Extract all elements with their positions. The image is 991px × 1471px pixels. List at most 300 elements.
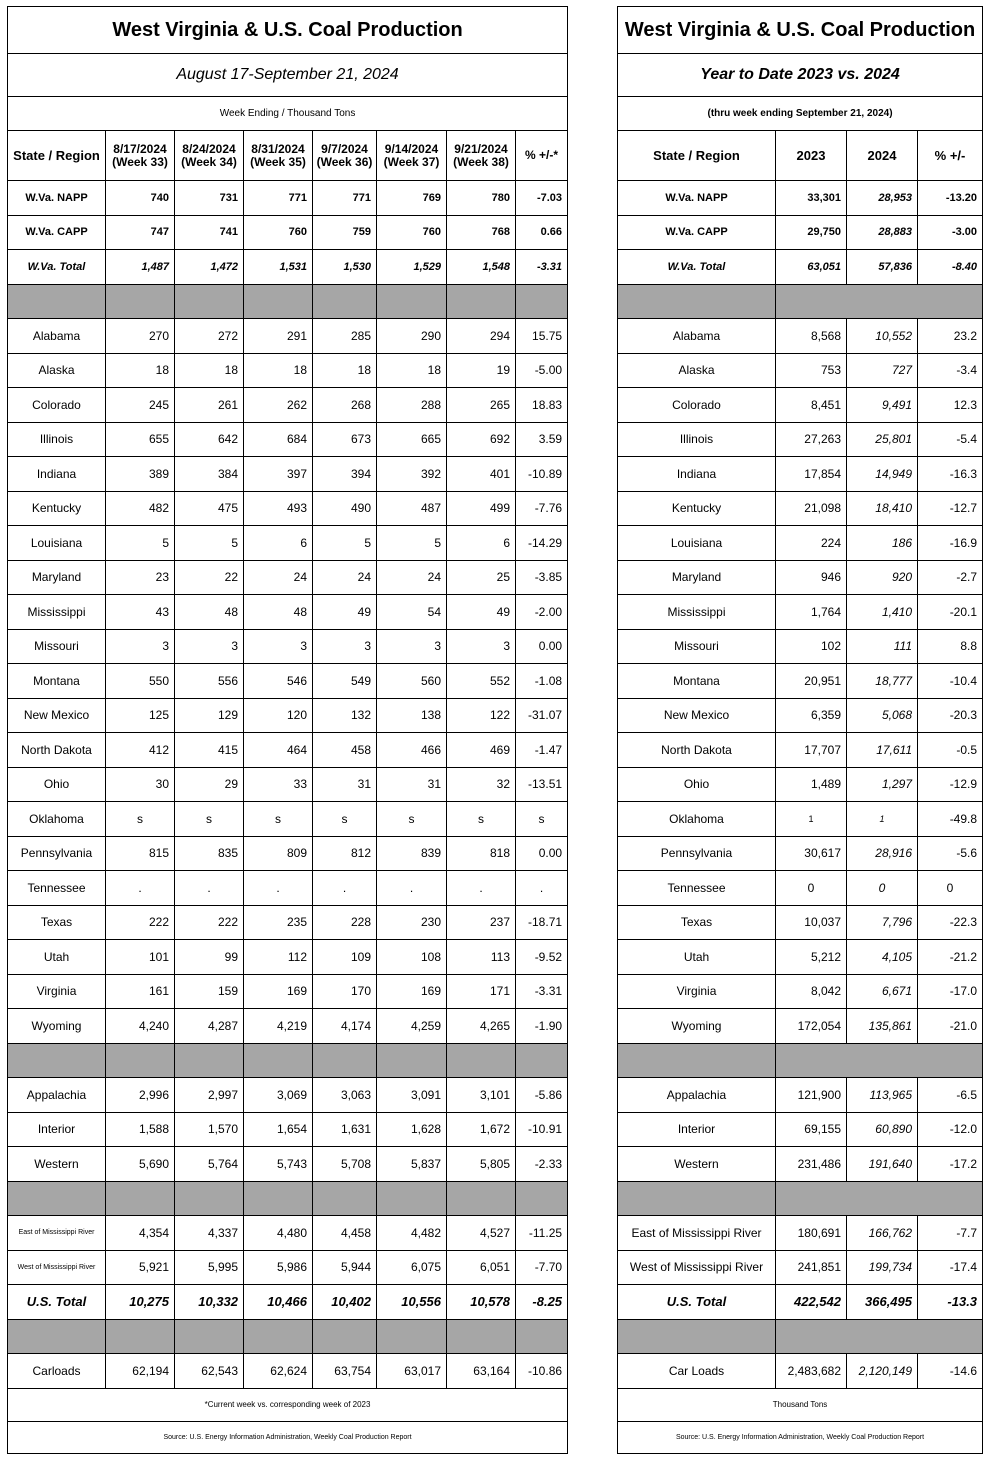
row-label: Illinois	[618, 422, 776, 457]
value-cell: 469	[447, 733, 516, 768]
data-row-pennsylvania	[8, 836, 568, 871]
value-cell: 5,764	[175, 1147, 244, 1182]
column-header	[313, 131, 377, 181]
separator-cell	[377, 1319, 447, 1354]
value-cell: 458	[313, 733, 377, 768]
separator-cell	[618, 1181, 776, 1216]
value-cell: 946	[776, 560, 847, 595]
value-cell: 29	[175, 767, 244, 802]
value-cell: 101	[106, 940, 175, 975]
value-cell: 1,628	[377, 1112, 447, 1147]
value-cell: 241,851	[776, 1250, 847, 1285]
separator-cell	[377, 1181, 447, 1216]
value-cell: 490	[313, 491, 377, 526]
value-cell: 3	[313, 629, 377, 664]
value-cell: 812	[313, 836, 377, 871]
separator-cell	[516, 284, 568, 319]
value-cell: 222	[175, 905, 244, 940]
row-label: Carloads	[8, 1354, 106, 1389]
data-row-utah	[618, 940, 983, 975]
value-cell: 10,556	[377, 1285, 447, 1320]
separator-cell	[244, 1319, 313, 1354]
value-cell: 25	[447, 560, 516, 595]
value-cell: -10.89	[516, 457, 568, 492]
value-cell: -9.52	[516, 940, 568, 975]
value-cell: 108	[377, 940, 447, 975]
value-cell: 747	[106, 215, 175, 250]
column-header-line-2: (Week 33)	[112, 154, 168, 169]
value-cell: 6	[244, 526, 313, 561]
row-label: Tennessee	[618, 871, 776, 906]
value-cell: -1.90	[516, 1009, 568, 1044]
value-cell: 191,640	[847, 1147, 918, 1182]
value-cell: 546	[244, 664, 313, 699]
table-subtitle: Year to Date 2023 vs. 2024	[618, 54, 983, 97]
value-cell: -1.47	[516, 733, 568, 768]
value-cell: 31	[377, 767, 447, 802]
data-row-w-va-capp	[8, 215, 568, 250]
row-label: Wyoming	[618, 1009, 776, 1044]
separator-row	[618, 1319, 983, 1354]
value-cell: 493	[244, 491, 313, 526]
column-header: % +/-	[918, 131, 983, 181]
value-cell: 759	[313, 215, 377, 250]
value-cell: 4,219	[244, 1009, 313, 1044]
value-cell: 4,240	[106, 1009, 175, 1044]
value-cell: 8,451	[776, 388, 847, 423]
value-cell: 18	[313, 353, 377, 388]
value-cell: 771	[313, 181, 377, 216]
separator-cell	[8, 1319, 106, 1354]
row-label: Interior	[8, 1112, 106, 1147]
separator-cell	[618, 1319, 776, 1354]
value-cell: -14.29	[516, 526, 568, 561]
value-cell: 5,690	[106, 1147, 175, 1182]
column-header-line-2: (Week 38)	[453, 154, 509, 169]
value-cell: .	[175, 871, 244, 906]
data-row-texas	[8, 905, 568, 940]
value-cell: 1,672	[447, 1112, 516, 1147]
value-cell: 285	[313, 319, 377, 354]
data-row-west-of-mississippi-river	[8, 1250, 568, 1285]
column-header	[106, 131, 175, 181]
value-cell: 3	[447, 629, 516, 664]
value-cell: 389	[106, 457, 175, 492]
value-cell: 270	[106, 319, 175, 354]
data-row-u-s-total	[618, 1285, 983, 1320]
column-header-line-1: 8/31/2024	[251, 141, 305, 156]
separator-cell	[377, 1043, 447, 1078]
column-header-line-1: 9/21/2024	[454, 141, 508, 156]
row-label: Louisiana	[8, 526, 106, 561]
value-cell: 5,986	[244, 1250, 313, 1285]
value-cell: 4,259	[377, 1009, 447, 1044]
row-label: Kentucky	[618, 491, 776, 526]
value-cell: -17.4	[918, 1250, 983, 1285]
value-cell: -5.86	[516, 1078, 568, 1113]
value-cell: 4,174	[313, 1009, 377, 1044]
value-cell: s	[106, 802, 175, 837]
value-cell: 1,530	[313, 250, 377, 285]
value-cell: 3,063	[313, 1078, 377, 1113]
value-cell: 769	[377, 181, 447, 216]
value-cell: 0.00	[516, 836, 568, 871]
value-cell: 4,287	[175, 1009, 244, 1044]
separator-cell	[516, 1043, 568, 1078]
value-cell: -21.2	[918, 940, 983, 975]
value-cell: 5,068	[847, 698, 918, 733]
value-cell: 30,617	[776, 836, 847, 871]
value-cell: 464	[244, 733, 313, 768]
value-cell: 113	[447, 940, 516, 975]
value-cell: 111	[847, 629, 918, 664]
data-row-texas	[618, 905, 983, 940]
value-cell: 549	[313, 664, 377, 699]
row-label: North Dakota	[618, 733, 776, 768]
value-cell: 291	[244, 319, 313, 354]
value-cell: 231,486	[776, 1147, 847, 1182]
value-cell: 401	[447, 457, 516, 492]
value-cell: 8,042	[776, 974, 847, 1009]
value-cell: 2,997	[175, 1078, 244, 1113]
row-label: Interior	[618, 1112, 776, 1147]
value-cell: .	[377, 871, 447, 906]
value-cell: 49	[447, 595, 516, 630]
value-cell: 237	[447, 905, 516, 940]
data-row-wyoming	[618, 1009, 983, 1044]
value-cell: 5,212	[776, 940, 847, 975]
separator-cell	[175, 1319, 244, 1354]
data-row-u-s-total	[8, 1285, 568, 1320]
value-cell: 28,916	[847, 836, 918, 871]
value-cell: 397	[244, 457, 313, 492]
value-cell: -6.5	[918, 1078, 983, 1113]
value-cell: 18	[106, 353, 175, 388]
value-cell: 753	[776, 353, 847, 388]
separator-cell	[776, 1043, 983, 1078]
value-cell: 4,265	[447, 1009, 516, 1044]
separator-cell	[244, 1181, 313, 1216]
separator-cell	[106, 1043, 175, 1078]
value-cell: 120	[244, 698, 313, 733]
value-cell: 18,410	[847, 491, 918, 526]
value-cell: 10,402	[313, 1285, 377, 1320]
data-row-west-of-mississippi-river	[618, 1250, 983, 1285]
value-cell: -16.9	[918, 526, 983, 561]
row-label: Oklahoma	[8, 802, 106, 837]
value-cell: 3,069	[244, 1078, 313, 1113]
separator-cell	[313, 1319, 377, 1354]
separator-cell	[8, 284, 106, 319]
row-label: New Mexico	[8, 698, 106, 733]
value-cell: 760	[377, 215, 447, 250]
value-cell: 268	[313, 388, 377, 423]
value-cell: 6,671	[847, 974, 918, 1009]
ytd-production-table	[617, 6, 983, 1454]
data-row-tennessee	[618, 871, 983, 906]
value-cell: 48	[175, 595, 244, 630]
subtitle-row	[618, 54, 983, 97]
value-cell: 17,854	[776, 457, 847, 492]
value-cell: 62,543	[175, 1354, 244, 1389]
value-cell: 809	[244, 836, 313, 871]
value-cell: 166,762	[847, 1216, 918, 1251]
value-cell: 4,354	[106, 1216, 175, 1251]
value-cell: 18,777	[847, 664, 918, 699]
row-label: Western	[8, 1147, 106, 1182]
value-cell: 23	[106, 560, 175, 595]
column-header-line-1: 8/24/2024	[182, 141, 236, 156]
value-cell: -3.31	[516, 250, 568, 285]
separator-cell	[313, 1181, 377, 1216]
source-row	[618, 1421, 983, 1453]
value-cell: -3.4	[918, 353, 983, 388]
column-header-line-2: (Week 35)	[250, 154, 306, 169]
value-cell: 138	[377, 698, 447, 733]
value-cell: 1,588	[106, 1112, 175, 1147]
data-row-east-of-mississippi-river	[618, 1216, 983, 1251]
value-cell: 642	[175, 422, 244, 457]
value-cell: -8.25	[516, 1285, 568, 1320]
value-cell: -7.7	[918, 1216, 983, 1251]
value-cell: 839	[377, 836, 447, 871]
separator-cell	[313, 1043, 377, 1078]
value-cell: 62,624	[244, 1354, 313, 1389]
value-cell: 5	[106, 526, 175, 561]
row-label: U.S. Total	[8, 1285, 106, 1320]
row-label: Utah	[8, 940, 106, 975]
value-cell: 222	[106, 905, 175, 940]
note-row	[8, 97, 568, 131]
value-cell: 3.59	[516, 422, 568, 457]
value-cell: -12.9	[918, 767, 983, 802]
value-cell: 24	[313, 560, 377, 595]
row-label: Ohio	[8, 767, 106, 802]
value-cell: 28,953	[847, 181, 918, 216]
value-cell: 32	[447, 767, 516, 802]
value-cell: 9,491	[847, 388, 918, 423]
separator-cell	[516, 1319, 568, 1354]
value-cell: 14,949	[847, 457, 918, 492]
value-cell: 731	[175, 181, 244, 216]
value-cell: 760	[244, 215, 313, 250]
value-cell: 159	[175, 974, 244, 1009]
data-row-indiana	[618, 457, 983, 492]
column-header-line-2: (Week 36)	[316, 154, 373, 169]
data-row-alabama	[618, 319, 983, 354]
value-cell: 294	[447, 319, 516, 354]
value-cell: 29,750	[776, 215, 847, 250]
column-header: % +/-*	[516, 131, 568, 181]
value-cell: 5	[377, 526, 447, 561]
value-cell: -11.25	[516, 1216, 568, 1251]
value-cell: .	[106, 871, 175, 906]
value-cell: 1,410	[847, 595, 918, 630]
value-cell: -8.40	[918, 250, 983, 285]
separator-row	[618, 1043, 983, 1078]
value-cell: 22	[175, 560, 244, 595]
data-row-western	[8, 1147, 568, 1182]
value-cell: 4,105	[847, 940, 918, 975]
value-cell: 48	[244, 595, 313, 630]
value-cell: 63,164	[447, 1354, 516, 1389]
value-cell: 5,837	[377, 1147, 447, 1182]
separator-cell	[776, 1319, 983, 1354]
value-cell: -22.3	[918, 905, 983, 940]
row-label: Texas	[618, 905, 776, 940]
data-row-montana	[618, 664, 983, 699]
value-cell: .	[447, 871, 516, 906]
value-cell: 815	[106, 836, 175, 871]
value-cell: 69,155	[776, 1112, 847, 1147]
row-label: Indiana	[618, 457, 776, 492]
data-row-alaska	[618, 353, 983, 388]
table-note: (thru week ending September 21, 2024)	[618, 97, 983, 131]
row-label: Pennsylvania	[8, 836, 106, 871]
value-cell: -17.2	[918, 1147, 983, 1182]
value-cell: 20,951	[776, 664, 847, 699]
separator-cell	[8, 1181, 106, 1216]
row-label: W.Va. NAPP	[8, 181, 106, 216]
data-row-new-mexico	[8, 698, 568, 733]
value-cell: 230	[377, 905, 447, 940]
value-cell: 780	[447, 181, 516, 216]
value-cell: 5,805	[447, 1147, 516, 1182]
footnote-row	[8, 1388, 568, 1421]
value-cell: -1.08	[516, 664, 568, 699]
value-cell: 0.66	[516, 215, 568, 250]
column-header	[377, 131, 447, 181]
value-cell: 5,995	[175, 1250, 244, 1285]
separator-cell	[776, 1181, 983, 1216]
value-cell: 1,570	[175, 1112, 244, 1147]
value-cell: 245	[106, 388, 175, 423]
row-label: Wyoming	[8, 1009, 106, 1044]
data-row-maryland	[618, 560, 983, 595]
row-label: Alaska	[618, 353, 776, 388]
row-label: Utah	[618, 940, 776, 975]
value-cell: 169	[244, 974, 313, 1009]
row-label: Oklahoma	[618, 802, 776, 837]
value-cell: 1	[776, 802, 847, 837]
value-cell: s	[313, 802, 377, 837]
separator-row	[618, 1181, 983, 1216]
data-row-alaska	[8, 353, 568, 388]
column-header-line-1: 9/14/2024	[384, 141, 439, 156]
value-cell: 171	[447, 974, 516, 1009]
value-cell: 121,900	[776, 1078, 847, 1113]
column-header	[244, 131, 313, 181]
value-cell: 2,996	[106, 1078, 175, 1113]
value-cell: -3.31	[516, 974, 568, 1009]
value-cell: 288	[377, 388, 447, 423]
data-row-virginia	[8, 974, 568, 1009]
value-cell: 5,921	[106, 1250, 175, 1285]
value-cell: s	[175, 802, 244, 837]
value-cell: -20.1	[918, 595, 983, 630]
data-row-mississippi	[8, 595, 568, 630]
separator-cell	[618, 1043, 776, 1078]
value-cell: 5,708	[313, 1147, 377, 1182]
value-cell: 771	[244, 181, 313, 216]
column-header: 2023	[776, 131, 847, 181]
value-cell: 741	[175, 215, 244, 250]
value-cell: 186	[847, 526, 918, 561]
data-row-louisiana	[8, 526, 568, 561]
row-label: Kentucky	[8, 491, 106, 526]
row-label: W.Va. NAPP	[618, 181, 776, 216]
value-cell: 99	[175, 940, 244, 975]
value-cell: 1	[847, 802, 918, 837]
row-label: Car Loads	[618, 1354, 776, 1389]
value-cell: 28,883	[847, 215, 918, 250]
value-cell: -7.03	[516, 181, 568, 216]
row-label: Illinois	[8, 422, 106, 457]
value-cell: -14.6	[918, 1354, 983, 1389]
column-header: State / Region	[8, 131, 106, 181]
row-label: Missouri	[618, 629, 776, 664]
value-cell: 5	[175, 526, 244, 561]
column-header	[175, 131, 244, 181]
value-cell: 740	[106, 181, 175, 216]
data-row-oklahoma	[8, 802, 568, 837]
row-label: Appalachia	[618, 1078, 776, 1113]
data-row-missouri	[8, 629, 568, 664]
row-label: Texas	[8, 905, 106, 940]
value-cell: 33	[244, 767, 313, 802]
value-cell: 818	[447, 836, 516, 871]
value-cell: 24	[377, 560, 447, 595]
value-cell: 10,578	[447, 1285, 516, 1320]
value-cell: 920	[847, 560, 918, 595]
footnote-row	[618, 1388, 983, 1421]
value-cell: 19	[447, 353, 516, 388]
data-row-kentucky	[618, 491, 983, 526]
column-header: 2024	[847, 131, 918, 181]
value-cell: 6,075	[377, 1250, 447, 1285]
data-row-colorado	[618, 388, 983, 423]
value-cell: 5,743	[244, 1147, 313, 1182]
value-cell: 0	[918, 871, 983, 906]
value-cell: 54	[377, 595, 447, 630]
separator-cell	[447, 1043, 516, 1078]
separator-cell	[8, 1043, 106, 1078]
value-cell: 62,194	[106, 1354, 175, 1389]
value-cell: s	[377, 802, 447, 837]
separator-cell	[377, 284, 447, 319]
separator-cell	[106, 284, 175, 319]
value-cell: 21,098	[776, 491, 847, 526]
value-cell: 1,489	[776, 767, 847, 802]
value-cell: 0	[776, 871, 847, 906]
data-row-carloads	[8, 1354, 568, 1389]
value-cell: 6,359	[776, 698, 847, 733]
data-row-new-mexico	[618, 698, 983, 733]
separator-row	[8, 1319, 568, 1354]
data-row-w-va-total	[8, 250, 568, 285]
value-cell: -5.00	[516, 353, 568, 388]
value-cell: -31.07	[516, 698, 568, 733]
value-cell: 422,542	[776, 1285, 847, 1320]
value-cell: 112	[244, 940, 313, 975]
value-cell: 394	[313, 457, 377, 492]
data-row-appalachia	[8, 1078, 568, 1113]
value-cell: 43	[106, 595, 175, 630]
value-cell: 366,495	[847, 1285, 918, 1320]
row-label: Tennessee	[8, 871, 106, 906]
row-label: Mississippi	[8, 595, 106, 630]
data-row-virginia	[618, 974, 983, 1009]
